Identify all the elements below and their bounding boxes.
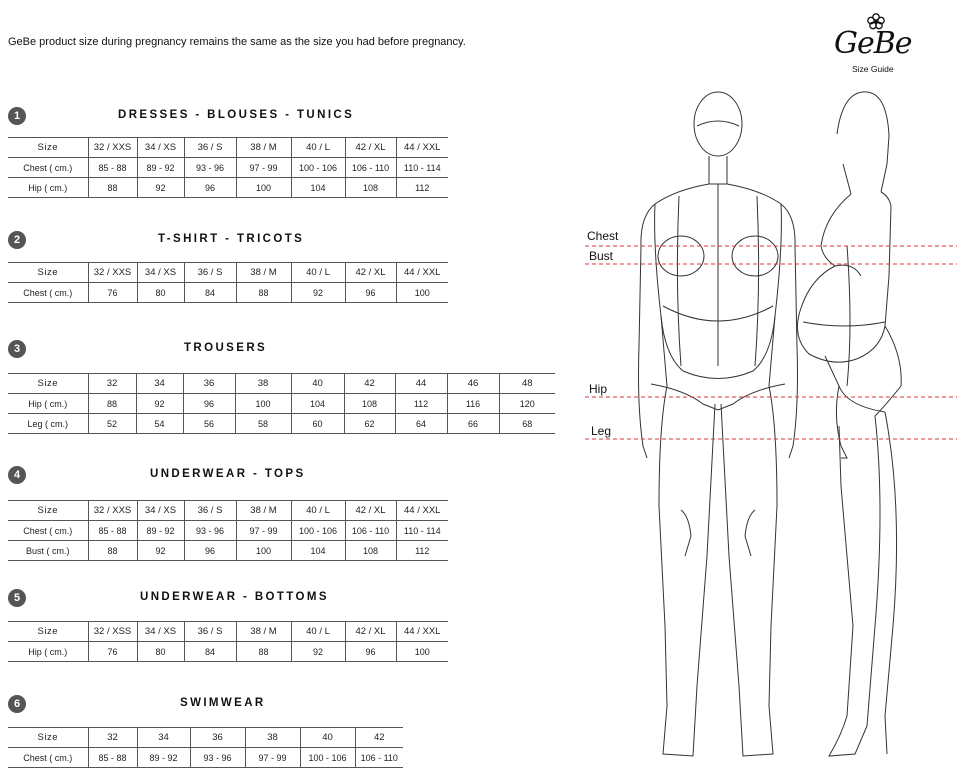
table-cell: 96 (345, 642, 396, 662)
table-cell: 100 (396, 283, 448, 303)
table-cell: 84 (184, 283, 236, 303)
logo-subtitle: Size Guide (852, 64, 894, 74)
size-header-cell: 38 (235, 374, 291, 394)
table-cell: 52 (88, 414, 136, 434)
size-header-cell: Size (8, 622, 88, 642)
table-row (8, 748, 403, 768)
measure-label-leg: Leg (591, 424, 612, 438)
size-header-cell: 32 (88, 374, 136, 394)
row-label-cell: Chest ( cm.) (8, 748, 88, 768)
size-header-cell: 44 / XXL (396, 138, 448, 158)
table-cell: 108 (345, 541, 396, 561)
table-cell: 96 (345, 283, 396, 303)
size-table (8, 137, 448, 198)
table-cell: 112 (395, 394, 447, 414)
table-cell: 88 (236, 642, 291, 662)
section-number: 3 (8, 340, 26, 358)
size-header-cell: 32 / XXS (88, 501, 137, 521)
logo-brand: GeBe (834, 26, 912, 61)
size-header-cell: 42 / XL (345, 501, 396, 521)
size-header-cell: 40 / L (291, 263, 345, 283)
size-table (8, 621, 448, 662)
size-header-cell: 36 (190, 728, 245, 748)
row-label-cell: Chest ( cm.) (8, 283, 88, 303)
table-cell: 108 (344, 394, 395, 414)
table-cell: 112 (396, 178, 448, 198)
table-row (8, 414, 555, 434)
section-number: 6 (8, 695, 26, 713)
size-header-cell: 32 (88, 728, 137, 748)
section-number: 5 (8, 589, 26, 607)
section-title: SWIMWEAR (180, 697, 266, 709)
row-label-cell: Chest ( cm.) (8, 521, 88, 541)
table-cell: 56 (183, 414, 235, 434)
table-header-row (8, 263, 448, 283)
section-number: 2 (8, 231, 26, 249)
size-header-cell: 40 / L (291, 501, 345, 521)
size-table (8, 262, 448, 303)
size-header-cell: 36 (183, 374, 235, 394)
size-header-cell: 46 (447, 374, 499, 394)
table-cell: 104 (291, 541, 345, 561)
section-number: 1 (8, 107, 26, 125)
size-header-cell: 38 / M (236, 138, 291, 158)
size-table (8, 727, 403, 768)
table-cell: 92 (137, 178, 184, 198)
table-cell: 68 (499, 414, 555, 434)
table-cell: 106 - 110 (355, 748, 403, 768)
table-cell: 97 - 99 (236, 158, 291, 178)
table-row (8, 521, 448, 541)
size-table (8, 500, 448, 561)
size-header-cell: 34 / XS (137, 501, 184, 521)
table-cell: 54 (136, 414, 183, 434)
size-header-cell: 48 (499, 374, 555, 394)
table-cell: 60 (291, 414, 344, 434)
table-cell: 108 (345, 178, 396, 198)
size-header-cell: 42 / XL (345, 622, 396, 642)
table-header-row (8, 138, 448, 158)
table-cell: 85 - 88 (88, 748, 137, 768)
size-header-cell: 34 (137, 728, 190, 748)
size-header-cell: 38 / M (236, 501, 291, 521)
size-header-cell: 44 / XXL (396, 263, 448, 283)
table-row (8, 283, 448, 303)
size-header-cell: 38 (245, 728, 300, 748)
table-row (8, 158, 448, 178)
size-header-cell: Size (8, 263, 88, 283)
table-cell: 89 - 92 (137, 521, 184, 541)
section-title: T-SHIRT - TRICOTS (158, 233, 305, 245)
table-row (8, 178, 448, 198)
body-outline-drawing (585, 86, 957, 776)
table-cell: 93 - 96 (184, 521, 236, 541)
table-cell: 93 - 96 (190, 748, 245, 768)
table-cell: 100 - 106 (300, 748, 355, 768)
table-cell: 58 (235, 414, 291, 434)
table-cell: 80 (137, 283, 184, 303)
table-cell: 85 - 88 (88, 521, 137, 541)
table-cell: 100 (396, 642, 448, 662)
size-header-cell: 36 / S (184, 138, 236, 158)
table-cell: 76 (88, 642, 137, 662)
size-header-cell: 36 / S (184, 622, 236, 642)
table-cell: 89 - 92 (137, 748, 190, 768)
size-header-cell: 44 / XXL (396, 501, 448, 521)
size-header-cell: 32 / XSS (88, 622, 137, 642)
size-header-cell: Size (8, 374, 88, 394)
table-cell: 93 - 96 (184, 158, 236, 178)
table-cell: 92 (136, 394, 183, 414)
section-title: TROUSERS (184, 342, 268, 354)
table-cell: 80 (137, 642, 184, 662)
table-cell: 97 - 99 (236, 521, 291, 541)
table-header-row (8, 374, 555, 394)
size-header-cell: 44 / XXL (396, 622, 448, 642)
table-cell: 85 - 88 (88, 158, 137, 178)
size-header-cell: 44 (395, 374, 447, 394)
size-header-cell: Size (8, 138, 88, 158)
intro-text: GeBe product size during pregnancy remains the same as the size you had before pregnancy. (8, 36, 466, 48)
row-label-cell: Hip ( cm.) (8, 642, 88, 662)
table-cell: 76 (88, 283, 137, 303)
table-cell: 112 (396, 541, 448, 561)
table-cell: 92 (137, 541, 184, 561)
row-label-cell: Hip ( cm.) (8, 394, 88, 414)
size-header-cell: 32 / XXS (88, 263, 137, 283)
table-cell: 100 (236, 541, 291, 561)
table-cell: 97 - 99 (245, 748, 300, 768)
table-cell: 120 (499, 394, 555, 414)
size-header-cell: 42 (355, 728, 403, 748)
table-cell: 88 (88, 394, 136, 414)
size-header-cell: 40 / L (291, 622, 345, 642)
measure-label-chest: Chest (587, 229, 619, 243)
size-header-cell: 36 / S (184, 263, 236, 283)
size-header-cell: 38 / M (236, 263, 291, 283)
table-cell: 100 - 106 (291, 521, 345, 541)
size-header-cell: 40 (291, 374, 344, 394)
table-cell: 92 (291, 283, 345, 303)
table-cell: 106 - 110 (345, 521, 396, 541)
table-cell: 89 - 92 (137, 158, 184, 178)
row-label-cell: Hip ( cm.) (8, 178, 88, 198)
table-cell: 88 (88, 178, 137, 198)
table-cell: 84 (184, 642, 236, 662)
table-row (8, 642, 448, 662)
section-title: UNDERWEAR - TOPS (150, 468, 306, 480)
size-table (8, 373, 555, 434)
section-title: DRESSES - BLOUSES - TUNICS (118, 109, 355, 121)
size-header-cell: 42 / XL (345, 138, 396, 158)
table-header-row (8, 622, 448, 642)
table-cell: 110 - 114 (396, 521, 448, 541)
row-label-cell: Chest ( cm.) (8, 158, 88, 178)
table-cell: 100 (236, 178, 291, 198)
table-cell: 88 (236, 283, 291, 303)
table-cell: 92 (291, 642, 345, 662)
size-header-cell: 34 / XS (137, 622, 184, 642)
size-header-cell: 32 / XXS (88, 138, 137, 158)
table-cell: 110 - 114 (396, 158, 448, 178)
size-header-cell: 34 (136, 374, 183, 394)
size-header-cell: 42 / XL (345, 263, 396, 283)
table-cell: 104 (291, 178, 345, 198)
table-cell: 100 - 106 (291, 158, 345, 178)
brand-logo (832, 12, 912, 76)
size-header-cell: Size (8, 501, 88, 521)
table-cell: 96 (184, 541, 236, 561)
table-cell: 100 (235, 394, 291, 414)
body-figure-illustration (585, 86, 957, 776)
size-header-cell: Size (8, 728, 88, 748)
size-header-cell: 42 (344, 374, 395, 394)
table-cell: 106 - 110 (345, 158, 396, 178)
table-cell: 96 (183, 394, 235, 414)
section-number: 4 (8, 466, 26, 484)
table-cell: 116 (447, 394, 499, 414)
measure-label-bust: Bust (589, 249, 614, 263)
table-header-row (8, 501, 448, 521)
table-cell: 104 (291, 394, 344, 414)
table-cell: 66 (447, 414, 499, 434)
size-header-cell: 36 / S (184, 501, 236, 521)
size-header-cell: 34 / XS (137, 263, 184, 283)
section-title: UNDERWEAR - BOTTOMS (140, 591, 329, 603)
size-header-cell: 34 / XS (137, 138, 184, 158)
table-cell: 88 (88, 541, 137, 561)
measure-label-hip: Hip (589, 382, 608, 396)
table-row (8, 541, 448, 561)
table-row (8, 394, 555, 414)
table-cell: 96 (184, 178, 236, 198)
table-cell: 62 (344, 414, 395, 434)
row-label-cell: Bust ( cm.) (8, 541, 88, 561)
row-label-cell: Leg ( cm.) (8, 414, 88, 434)
size-header-cell: 40 / L (291, 138, 345, 158)
table-header-row (8, 728, 403, 748)
size-header-cell: 38 / M (236, 622, 291, 642)
size-header-cell: 40 (300, 728, 355, 748)
table-cell: 64 (395, 414, 447, 434)
